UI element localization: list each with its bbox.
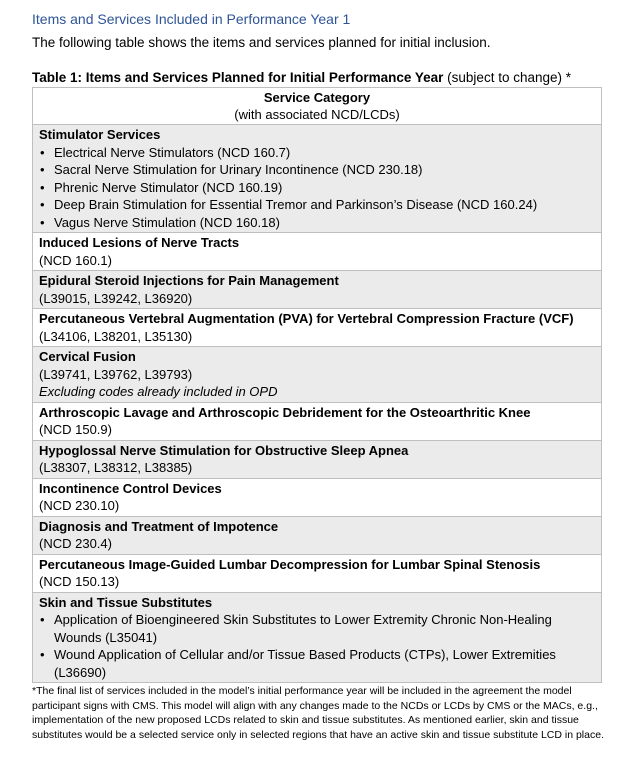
- table-cell: [33, 402, 602, 440]
- table-row: [33, 271, 602, 309]
- header-title: Service Category: [263, 90, 371, 105]
- table-row: [33, 309, 602, 347]
- row-codes: (NCD 160.1): [39, 252, 112, 268]
- list-item: • Electrical Nerve Stimulators (NCD 160.7): [54, 144, 596, 162]
- row-codes: (L38307, L38312, L38385): [39, 460, 193, 475]
- list-item: • Phrenic Nerve Stimulator (NCD 160.19): [54, 179, 596, 197]
- table-cell: [33, 440, 602, 478]
- row-title: Skin and Tissue Substitutes: [39, 594, 213, 610]
- table-cell: [33, 125, 602, 233]
- header-subtitle: (with associated NCD/LCDs): [234, 107, 400, 122]
- table-cell: [33, 554, 602, 592]
- row-title: Cervical Fusion: [39, 349, 136, 364]
- table-row: [33, 440, 602, 478]
- row-title: Percutaneous Image-Guided Lumbar Decompression for Lumbar Spinal Stenosis: [39, 556, 541, 572]
- table-cell: [33, 347, 602, 403]
- table-row: [33, 125, 602, 233]
- table-row: [33, 592, 602, 683]
- list-item: • Vagus Nerve Stimulation (NCD 160.18): [54, 214, 596, 232]
- row-title: Incontinence Control Devices: [39, 480, 222, 496]
- bullet-list: [39, 611, 596, 681]
- intro-text: The following table shows the items and services planned for initial inclusion.: [32, 35, 491, 50]
- table-cell: [33, 309, 602, 347]
- row-title: Percutaneous Vertebral Augmentation (PVA) for Vertebral Compression Fracture (VCF): [39, 311, 574, 326]
- row-codes: (NCD 230.4): [39, 536, 112, 551]
- table-cell: [33, 478, 602, 516]
- list-item: • Wound Application of Cellular and/or Tissue Based Products (CTPs), Lower Extremities (L36690): [54, 646, 596, 681]
- table-row: [33, 347, 602, 403]
- table-cell: [33, 233, 602, 271]
- bullet-list: [39, 144, 596, 232]
- table-row: [33, 554, 602, 592]
- row-title: Arthroscopic Lavage and Arthroscopic Debridement for the Osteoarthritic Knee: [39, 404, 531, 420]
- table-header-row: [33, 88, 602, 125]
- row-codes: (NCD 150.9): [39, 422, 112, 437]
- table-cell: [33, 271, 602, 309]
- services-table: [32, 87, 602, 683]
- row-title: Induced Lesions of Nerve Tracts: [39, 235, 240, 250]
- table-cell: [33, 592, 602, 683]
- list-item: • Sacral Nerve Stimulation for Urinary Incontinence (NCD 230.18): [54, 161, 596, 179]
- table-caption: [32, 70, 632, 86]
- row-title: Epidural Steroid Injections for Pain Management: [39, 273, 339, 288]
- row-note: Excluding codes already included in OPD: [39, 384, 278, 399]
- table-row: [33, 516, 602, 554]
- row-codes: (L39741, L39762, L39793): [39, 366, 193, 382]
- list-item: • Application of Bioengineered Skin Substitutes to Lower Extremity Chronic Non-Healing Wounds (L35041): [54, 611, 596, 646]
- table-body: [33, 125, 602, 683]
- list-item: • Deep Brain Stimulation for Essential Tremor and Parkinson’s Disease (NCD 160.24): [54, 196, 596, 214]
- table-caption-note: (subject to change) *: [443, 70, 571, 85]
- row-title: Stimulator Services: [39, 127, 161, 142]
- table-caption-title: Table 1: Items and Services Planned for Initial Performance Year: [32, 70, 444, 85]
- table-row: [33, 233, 602, 271]
- row-codes: (NCD 230.10): [39, 498, 120, 513]
- table-cell: [33, 516, 602, 554]
- section-heading: Items and Services Included in Performance Year 1: [32, 11, 351, 27]
- row-title: Diagnosis and Treatment of Impotence: [39, 518, 279, 534]
- row-codes: (L39015, L39242, L36920): [39, 290, 193, 306]
- row-codes: (NCD 150.13): [39, 574, 120, 589]
- table-footnote: *The final list of services included in the model’s initial performance year will be included in the agreement the model participant signs with CMS. This model will align with any changes made to the NCDs or LCDs by CMS or the MACs, e.g., implementation of the new proposed LCDs related to skin and tissue substitutes. As mentioned earlier, skin and tissue substitutes would be a selected service only in selected regions that have an active skin and tissue substitute LCD in place.: [32, 685, 604, 741]
- table-header-cell: [33, 88, 602, 125]
- table-row: [33, 478, 602, 516]
- table-row: [33, 402, 602, 440]
- row-title: Hypoglossal Nerve Stimulation for Obstructive Sleep Apnea: [39, 442, 409, 458]
- row-codes: (L34106, L38201, L35130): [39, 328, 193, 344]
